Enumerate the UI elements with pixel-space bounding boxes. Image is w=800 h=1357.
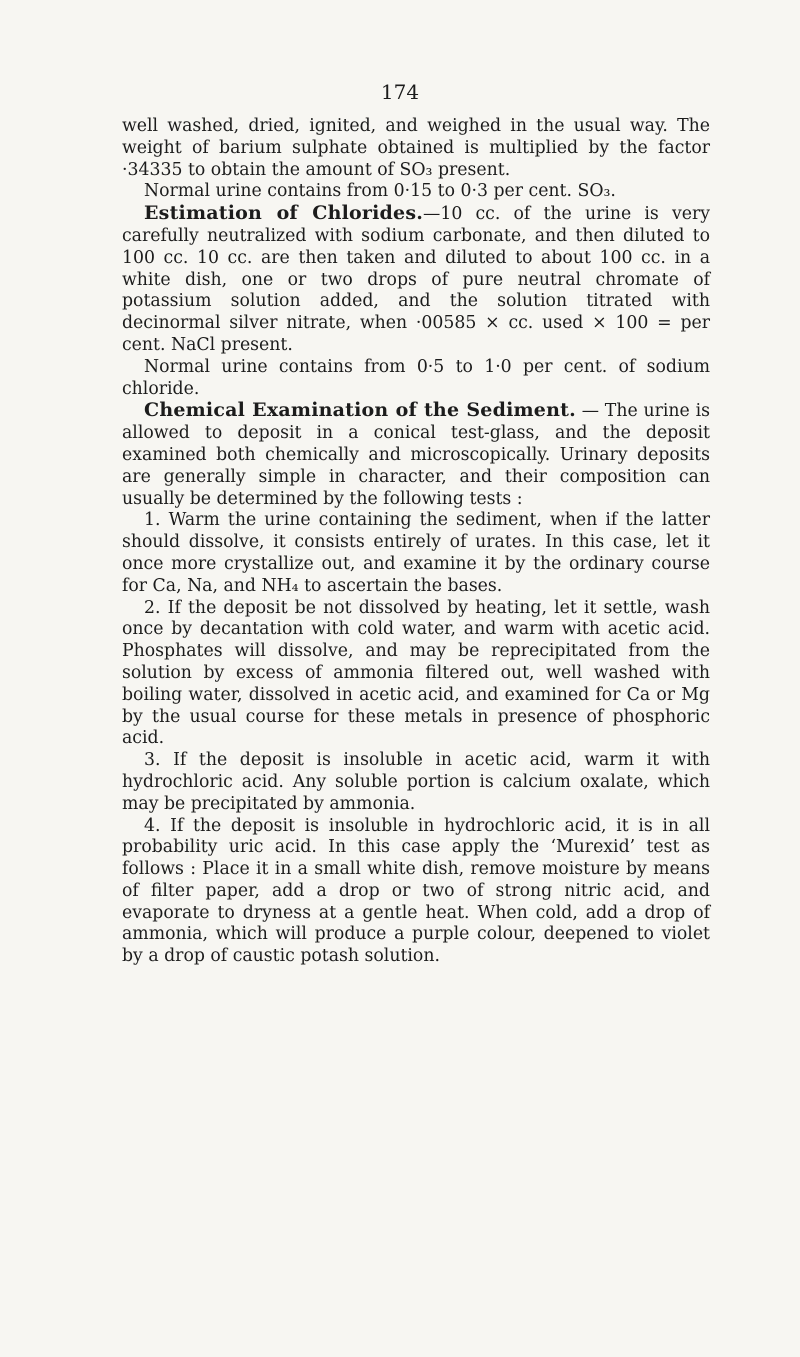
paragraph-sulphate-continuation: well washed, dried, ignited, and weighed in the usual way. The weight of barium sulphate obtained is multiplied by the factor ·34335 to obtain the amount of SO₃ present. [122, 116, 710, 180]
heading-chemical-examination-sediment: Chemical Examination of the Sediment. [144, 399, 576, 422]
sediment-tests-list [122, 510, 710, 968]
test-item-3: 3. If the deposit is insoluble in acetic acid, warm it with hydrochloric acid. Any soluble portion is calcium oxalate, which may be precipitated by ammonia. [122, 750, 710, 814]
page-body [122, 116, 710, 968]
chlorides-text: —10 cc. of the urine is very carefully neutralized with sodium carbonate, and then diluted to 100 cc. 10 cc. are then taken and diluted to about 100 cc. in a white dish, one or two drops of pure neutral chromate of potassium solution added, and the solution titrated with decinormal silver nitrate, when ·00585 × cc. used × 100 = per cent. NaCl present. [122, 204, 710, 355]
paragraph-sediment [122, 400, 710, 510]
test-item-2: 2. If the deposit be not dissolved by heating, let it settle, wash once by decantation with cold water, and warm with acetic acid. Phosphates will dissolve, and may be reprecipitated from the solution by excess of ammonia filtered out, well washed with boiling water, dissolved in acetic acid, and examined for Ca or Mg by the usual course for these metals in presence of phosphoric acid. [122, 597, 710, 749]
paragraph-normal-nacl: Normal urine contains from 0·5 to 1·0 per cent. of sodium chloride. [122, 356, 710, 399]
heading-estimation-chlorides: Estimation of Chlorides. [144, 202, 424, 225]
sediment-text: — The urine is allowed to deposit in a conical test-glass, and the deposit examined both chemically and microscopically. Urinary deposits are generally simple in character, and their composition can usually be determined by the following tests : [122, 401, 710, 509]
test-item-1: 1. Warm the urine containing the sediment, when if the latter should dissolve, it consists entirely of urates. In this case, let it once more crystallize out, and examine it by the ordinary course for Ca, Na, and NH₄ to ascertain the bases. [122, 510, 710, 596]
page-number: 174 [380, 80, 420, 104]
paragraph-normal-so3: Normal urine contains from 0·15 to 0·3 per cent. SO₃. [144, 181, 616, 202]
paragraph-chlorides [122, 203, 710, 357]
test-item-4: 4. If the deposit is insoluble in hydrochloric acid, it is in all probability uric acid. In this case apply the ‘Murexid’ test as follows : Place it in a small white dish, remove moisture by means of filter paper, add a drop or two of strong nitric acid, and evaporate to dryness at a gentle heat. When cold, add a drop of ammonia, which will produce a purple colour, deepened to violet by a drop of caustic potash solution. [122, 815, 710, 967]
